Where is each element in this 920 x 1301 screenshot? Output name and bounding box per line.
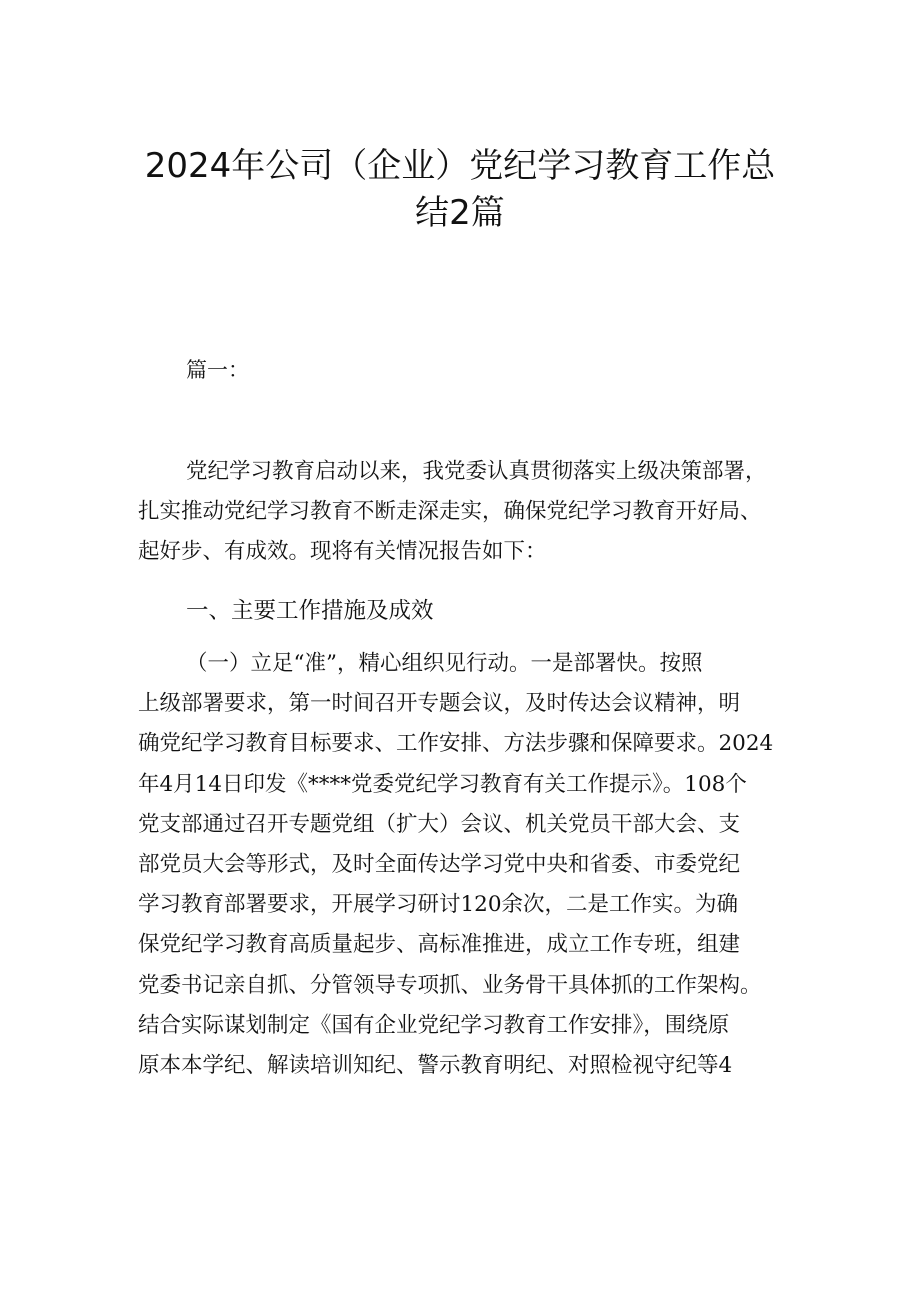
intro-line: 扎实推动党纪学习教育不断走深走实，确保党纪学习教育开好局、 xyxy=(138,499,762,524)
intro-line: 党纪学习教育启动以来，我党委认真贯彻落实上级决策部署， xyxy=(186,459,767,484)
detail-paragraph xyxy=(138,644,786,1086)
detail-line: 学习教育部署要求，开展学习研讨120余次，二是工作实。为确 xyxy=(138,892,739,918)
detail-line: 原本本学纪、解读培训知纪、警示教育明纪、对照检视守纪等4 xyxy=(138,1052,733,1078)
intro-paragraph xyxy=(138,452,786,572)
section-heading: 一、主要工作措施及成效 xyxy=(186,598,434,624)
document-title-line-1: 2024年公司（企业）党纪学习教育工作总 xyxy=(144,146,776,186)
detail-line: 保党纪学习教育高质量起步、高标准推进，成立工作专班，组建 xyxy=(138,932,741,958)
detail-line: 党支部通过召开专题党组（扩大）会议、机关党员干部大会、支 xyxy=(138,811,741,837)
detail-line: 确党纪学习教育目标要求、工作安排、方法步骤和保障要求。2024 xyxy=(138,731,774,757)
document-title-line-2: 结2篇 xyxy=(415,193,505,233)
section-label: 篇一： xyxy=(186,358,249,382)
detail-line: 部党员大会等形式，及时全面传达学习党中央和省委、市委党纪 xyxy=(138,851,741,877)
detail-line: 结合实际谋划制定《国有企业党纪学习教育工作安排》，围绕原 xyxy=(138,1012,730,1038)
intro-line: 起好步、有成效。现将有关情况报告如下： xyxy=(138,539,547,564)
detail-line: （一）立足“准”，精心组织见行动。一是部署快。按照 xyxy=(186,651,703,676)
detail-line: 党委书记亲自抓、分管领导专项抓、业务骨干具体抓的工作架构。 xyxy=(138,972,762,998)
detail-line: 年4月14日印发《****党委党纪学习教育有关工作提示》。108个 xyxy=(138,771,747,797)
detail-line: 上级部署要求，第一时间召开专题会议，及时传达会议精神，明 xyxy=(138,691,741,717)
